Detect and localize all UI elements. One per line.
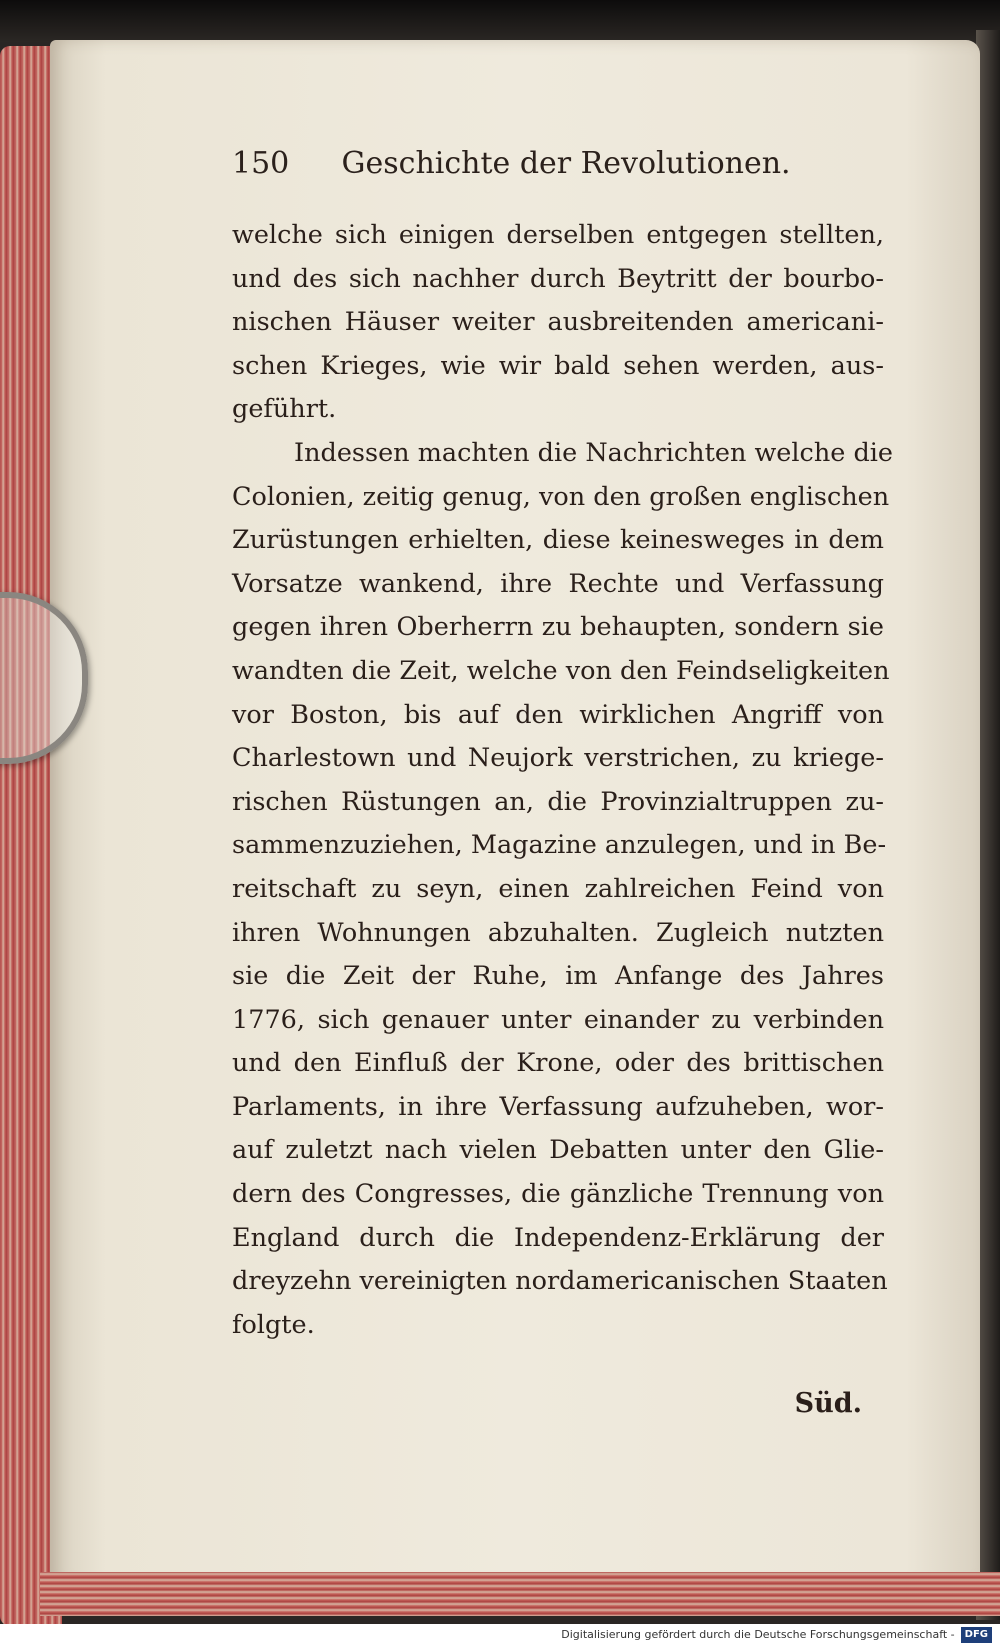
text-line: sammenzuziehen, Magazine anzulegen, und in Be- — [232, 830, 887, 861]
text-line: wandten die Zeit, welche von den Feindseligkeiten — [232, 655, 890, 686]
top-shadow — [0, 0, 1000, 42]
text-line: und des sich nachher durch Beytritt der bourbo- — [232, 263, 884, 294]
text-line: dreyzehn vereinigten nordamericanischen Staaten — [232, 1266, 888, 1297]
text-line: folgte. — [232, 1309, 315, 1340]
text-line: Charlestown und Neujork verstrichen, zu kriege- — [232, 743, 884, 774]
text-line: Zurüstungen erhielten, diese keinesweges in dem — [232, 525, 884, 556]
body-text — [232, 214, 894, 1347]
text-line: dern des Congresses, die gänzliche Trennung von — [232, 1179, 884, 1210]
text-line: Vorsatze wankend, ihre Rechte und Verfassung — [232, 568, 884, 599]
text-line: schen Krieges, wie wir bald sehen werden, aus- — [232, 350, 884, 381]
catchword: Süd. — [794, 1388, 862, 1419]
text-line: auf zuletzt nach vielen Debatten unter den Glie- — [232, 1135, 884, 1166]
text-line: gegen ihren Oberherrn zu behaupten, sondern sie — [232, 612, 884, 643]
text-line: Parlaments, in ihre Verfassung aufzuheben, wor- — [232, 1091, 884, 1122]
text-line: reitschaft zu seyn, einen zahlreichen Feind von — [232, 873, 884, 904]
text-line: ihren Wohnungen abzuhalten. Zugleich nutzten — [232, 917, 884, 948]
running-title: Geschichte der Revolutionen. — [341, 146, 791, 181]
page-number: 150 — [232, 146, 290, 181]
text-line: und den Einfluß der Krone, oder des brittischen — [232, 1048, 884, 1079]
text-line: vor Boston, bis auf den wirklichen Angriff von — [232, 699, 884, 730]
dfg-logo[interactable]: DFG — [961, 1627, 992, 1643]
text-line: England durch die Independenz-Erklärung der — [232, 1222, 884, 1253]
digitization-credit — [0, 1624, 1000, 1646]
text-line: 1776, sich genauer unter einander zu verbinden — [232, 1004, 884, 1035]
text-line: rischen Rüstungen an, die Provinzialtruppen zu- — [232, 786, 884, 817]
text-line: nischen Häuser weiter ausbreitenden americani- — [232, 307, 884, 338]
text-line: welche sich einigen derselben entgegen stellten, — [232, 220, 884, 250]
running-head — [232, 146, 832, 181]
credit-text: Digitalisierung gefördert durch die Deutsche Forschungsgemeinschaft - — [561, 1628, 955, 1641]
text-line: sie die Zeit der Ruhe, im Anfange des Jahres — [232, 961, 884, 992]
text-line: Indessen machten die Nachrichten welche die — [294, 437, 894, 468]
text-line: Colonien, zeitig genug, von den großen englischen — [232, 481, 890, 512]
text-line: geführt. — [232, 394, 337, 425]
bottom-page-edges — [40, 1572, 1000, 1616]
